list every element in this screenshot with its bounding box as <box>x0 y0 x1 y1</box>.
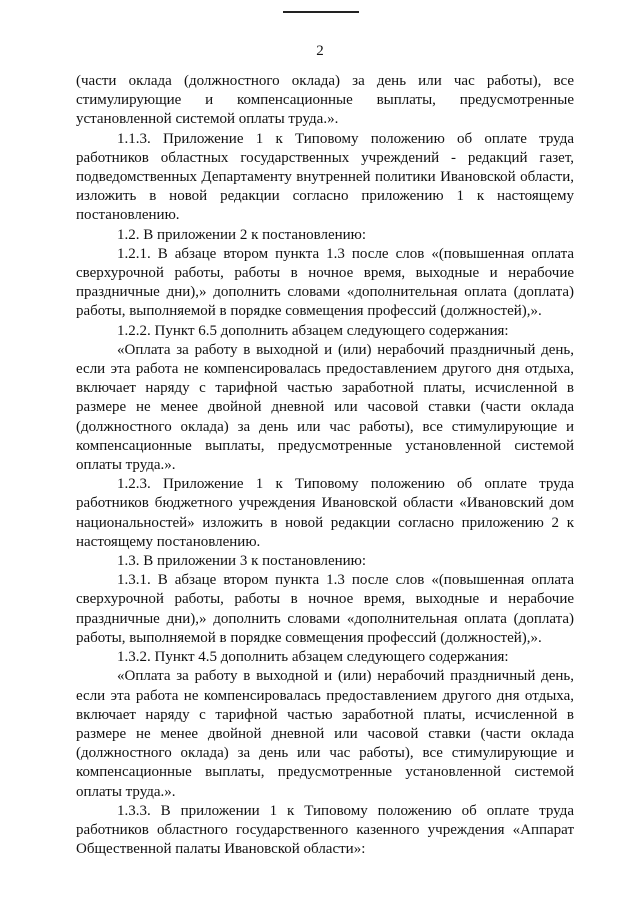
page-number: 2 <box>316 43 324 59</box>
paragraph: 1.3. В приложении 3 к постановлению: <box>117 553 367 570</box>
paragraph: «Оплата за работу в выходной и (или) нерабочий праздничный день, если эта работа не компенсировалась предоставлением другого дня отдыха, включает наряду с тарифной частью заработной платы, исчисленной в размере не менее двойной дневной или часовой ставки (части оклада (должностного оклада) за день или час работы), все стимулирующие и компенсационные выплаты, предусмотренные установленной системой оплаты труда.». <box>76 668 574 800</box>
paragraph: 1.2.2. Пункт 6.5 дополнить абзацем следующего содержания: <box>117 322 509 339</box>
paragraph: 1.3.1. В абзаце втором пункта 1.3 после слов «(повышенная оплата сверхурочной работы, работы в ночное время, выходные и нерабочие праздничные дни),» дополнить словами «дополнительная оплата (доплата) работы, выполняемой в порядке совмещения профессий (должностей),». <box>76 572 574 646</box>
paragraph: 1.3.2. Пункт 4.5 дополнить абзацем следующего содержания: <box>117 649 509 666</box>
paragraph: (части оклада (должностного оклада) за день или час работы), все стимулирующие и компенсационные выплаты, предусмотренные установленной системой оплаты труда.». <box>76 73 574 128</box>
paragraph: 1.1.3. Приложение 1 к Типовому положению об оплате труда работников областных государственных учреждений - редакций газет, подведомственных Департаменту внутренней политики Ивановской области, изложить в новой редакции согласно приложению 1 к настоящему постановлению. <box>76 130 574 224</box>
paragraph: 1.2. В приложении 2 к постановлению: <box>117 226 367 243</box>
header-rule <box>283 11 359 13</box>
body-text <box>76 72 574 859</box>
paragraph: 1.2.3. Приложение 1 к Типовому положению об оплате труда работников бюджетного учреждения Ивановской области «Ивановский дом национальностей» изложить в новой редакции согласно приложению 2 к настоящему постановлению. <box>76 476 574 550</box>
paragraph: 1.3.3. В приложении 1 к Типовому положению об оплате труда работников областного государственного казенного учреждения «Аппарат Общественной палаты Ивановской области»: <box>76 802 574 858</box>
paragraph: «Оплата за работу в выходной и (или) нерабочий праздничный день, если эта работа не компенсировалась предоставлением другого дня отдыха, включает наряду с тарифной частью заработной платы, исчисленной в размере не менее двойной дневной или часовой ставки (части оклада (должностного оклада) за день или час работы), все стимулирующие и компенсационные выплаты, предусмотренные установленной системой оплаты труда.». <box>76 341 574 474</box>
paragraph: 1.2.1. В абзаце втором пункта 1.3 после слов «(повышенная оплата сверхурочной работы, работы в ночное время, выходные и нерабочие праздничные дни),» дополнить словами «дополнительная оплата (доплата) работы, выполняемой в порядке совмещения профессий (должностей),». <box>76 245 574 320</box>
